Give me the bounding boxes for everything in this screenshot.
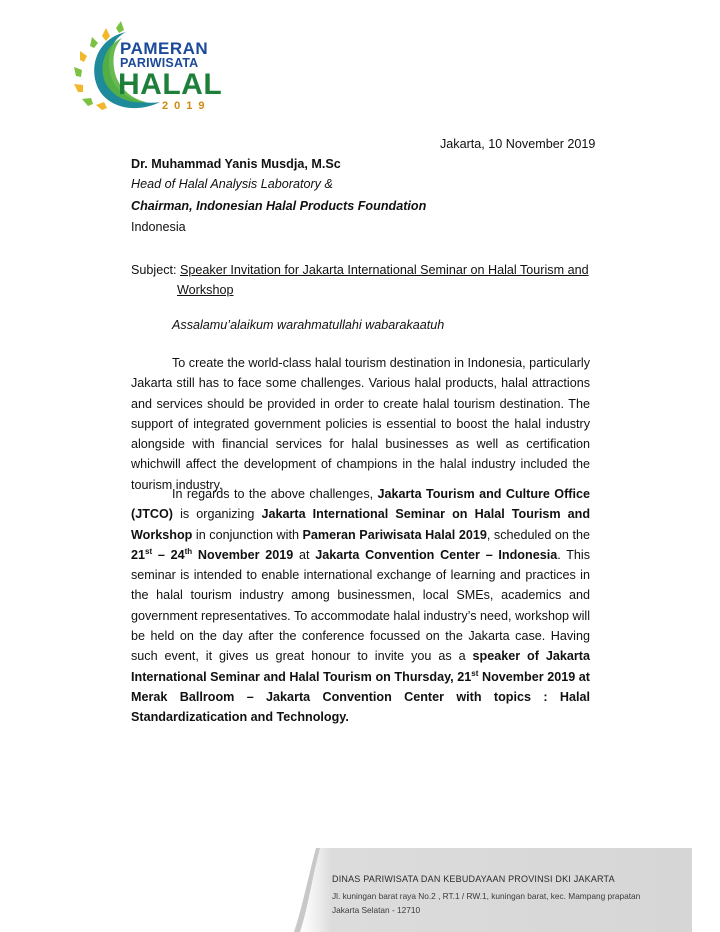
letter-date: Jakarta, 10 November 2019 [440, 137, 596, 151]
p2-invite-date-suffix: st [471, 668, 479, 678]
subject-line [131, 263, 589, 277]
subject-text-1: Speaker Invitation for Jakarta International Seminar on Halal Tourism and [180, 263, 589, 277]
p2-date-start: 21 [131, 547, 146, 562]
p2-event-dates [131, 548, 293, 562]
footer-banner [290, 848, 692, 932]
recipient-title-1: Head of Halal Analysis Laboratory & [131, 177, 333, 191]
paragraph-2 [131, 484, 590, 728]
p2-date-start-suffix: st [145, 546, 153, 556]
p2-organizer: Jakarta Tourism and Culture Office (JTCO) [131, 487, 590, 522]
recipient-title-2: Chairman, Indonesian Halal Products Foundation [131, 199, 427, 213]
recipient-name: Dr. Muhammad Yanis Musdja, M.Sc [131, 157, 341, 171]
recipient-country: Indonesia [131, 220, 186, 234]
footer-title: DINAS PARIWISATA DAN KEBUDAYAAN PROVINSI DKI JAKARTA [332, 874, 615, 884]
p2-invite-2: November 2019 at Merak Ballroom – Jakarta Convention Center with topics : Halal Standardizatication and Technology. [131, 669, 591, 725]
logo-line-pariwisata: PARIWISATA [120, 56, 199, 70]
p2-text-1: In regards to the above challenges, [172, 487, 378, 501]
p2-exhibition-name: Pameran Pariwisata Halal 2019 [302, 527, 487, 542]
p2-date-month: November 2019 [192, 547, 294, 562]
p2-text-6: . This seminar is intended to enable international exchange of learning and practices in the halal tourism industry among businessmen, local SMEs, academics and government representatives. To accommodate halal industry’s need, workshop will be held on the day after the conference focussed on the Jakarta case. Having such event, it gives us great honour to invite you as a [131, 547, 591, 664]
event-logo [64, 14, 224, 114]
p2-text-4: , scheduled on the [486, 527, 590, 542]
paragraph-2-text [131, 484, 590, 728]
p2-text-2: is organizing [172, 507, 262, 522]
logo-line-pameran: PAMERAN [120, 39, 209, 58]
logo-line-halal: HALAL [118, 68, 223, 101]
paragraph-1 [131, 353, 590, 495]
p2-event-name: Jakarta International Seminar on Halal Tourism and Workshop [131, 507, 591, 542]
letterhead-footer [290, 848, 692, 932]
paragraph-1-text: To create the world-class halal tourism destination in Indonesia, particularly Jakarta still has to face some challenges. Various halal products, halal attractions and services should be provided in order to create halal tourism destination. The support of integrated government policies is essential to boost the halal industry alongside with financial services for halal businesses as well as certification whichwill affect the development of champions in the halal industry included the tourism industry. [131, 356, 590, 492]
subject-label: Subject: [131, 263, 181, 277]
footer-address-1: Jl. kuningan barat raya No.2 , RT.1 / RW.1, kuningan barat, kec. Mampang prapatan [332, 891, 641, 901]
greeting: Assalamu’alaikum warahmatullahi wabarakaatuh [172, 318, 445, 332]
p2-invite-1: speaker of Jakarta International Seminar and Halal Tourism on Thursday, 21 [131, 649, 590, 684]
p2-text-3: in conjunction with [192, 527, 303, 542]
p2-venue: Jakarta Convention Center – Indonesia [315, 547, 558, 562]
p2-date-end-suffix: th [184, 546, 193, 556]
p2-text-5: at [293, 547, 316, 562]
p2-date-end: – 24 [152, 547, 185, 562]
footer-address-2: Jakarta Selatan - 12710 [332, 905, 421, 915]
subject-text-2: Workshop [177, 283, 234, 297]
logo-line-year: 2019 [162, 100, 211, 112]
